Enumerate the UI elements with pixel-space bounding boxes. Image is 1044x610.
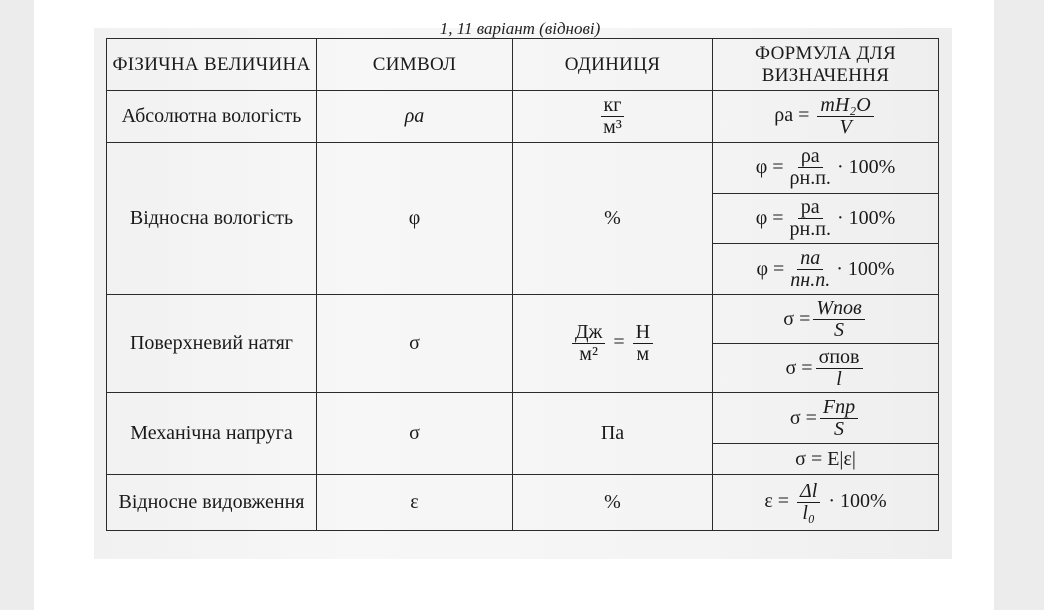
formula-lhs: φ = <box>755 207 784 229</box>
unit-numerator: кг <box>601 95 625 117</box>
unit-denominator: м³ <box>603 116 622 138</box>
header-unit: ОДИНИЦЯ <box>513 39 713 91</box>
quantity-name: Поверхневий натяг <box>107 295 317 393</box>
formula-tail: · 100% <box>828 490 887 513</box>
formula-fraction <box>813 298 864 341</box>
formula-lhs: φ = <box>756 257 785 280</box>
formula-cell <box>713 475 939 531</box>
formula-fraction <box>797 481 820 524</box>
formula-fraction <box>816 347 863 390</box>
formula-1 <box>713 295 938 343</box>
formula-numerator: Fпр <box>820 397 858 419</box>
formula-cell <box>713 295 939 393</box>
formula-lhs: σ = <box>789 406 817 429</box>
unit-cell <box>513 91 713 143</box>
formula-2 <box>713 193 938 244</box>
formula-denominator: pн.п. <box>789 218 831 240</box>
formula-numerator: σпов <box>816 347 863 369</box>
unit-cell: % <box>513 475 713 531</box>
formula-fraction <box>787 146 834 189</box>
unit-numerator: Дж <box>572 322 605 344</box>
header-row <box>107 39 939 91</box>
formula-cell <box>713 143 939 295</box>
table-row-mech-stress <box>107 393 939 475</box>
formula-fraction <box>787 197 834 240</box>
header-formula: ФОРМУЛА ДЛЯ ВИЗНАЧЕННЯ <box>713 39 939 91</box>
formula-denominator: l <box>836 367 842 390</box>
formula-3 <box>713 243 938 294</box>
formula-lhs: σ = <box>785 356 813 379</box>
formula-numerator: pa <box>798 197 823 219</box>
quantity-name: Механічна напруга <box>107 393 317 475</box>
formula-denominator: nн.п. <box>790 268 831 291</box>
table-row-rel-humidity <box>107 143 939 295</box>
unit-fraction <box>600 95 625 138</box>
formula-denominator: S <box>834 318 845 341</box>
quantity-name: Абсолютна вологість <box>107 91 317 143</box>
symbol-cell: ρa <box>317 91 513 143</box>
formula-1 <box>713 393 938 443</box>
table-row-surface-tension <box>107 295 939 393</box>
symbol-cell: ε <box>317 475 513 531</box>
formula-fraction <box>787 248 833 291</box>
header-quantity: ФІЗИЧНА ВЕЛИЧИНА <box>107 39 317 91</box>
unit-equals: = <box>613 331 625 354</box>
quantity-name: Відносне видовження <box>107 475 317 531</box>
formula-lhs: ε = <box>764 490 790 513</box>
header-symbol: СИМВОЛ <box>317 39 513 91</box>
formula-denominator: S <box>834 417 845 440</box>
formula-lhs: φ = <box>755 156 784 179</box>
formula-tail: · 100% <box>836 257 895 280</box>
table-caption: 1, 11 варіант (віднові) <box>439 20 601 38</box>
formula-numerator: mH₂O <box>817 95 873 117</box>
unit-numerator: Н <box>633 322 653 344</box>
unit-denominator: м <box>636 343 650 365</box>
table-row-abs-humidity <box>107 91 939 143</box>
unit-fraction <box>572 322 605 365</box>
formula-numerator: Δl <box>797 481 820 503</box>
formula-lhs: σ = <box>783 307 811 330</box>
unit-fraction <box>633 322 653 365</box>
unit-cell: % <box>513 143 713 295</box>
physics-quantities-table <box>106 38 939 531</box>
symbol-cell: φ <box>317 143 513 295</box>
formula-2 <box>713 343 938 392</box>
symbol-cell: σ <box>317 295 513 393</box>
unit-denominator: м² <box>579 343 598 365</box>
formula-tail: · 100% <box>836 207 896 229</box>
formula-fraction <box>817 95 873 138</box>
formula-numerator: ρa <box>798 146 823 168</box>
formula-denominator: ρн.п. <box>789 167 831 190</box>
quantity-name: Відносна вологість <box>107 143 317 295</box>
unit-cell <box>513 295 713 393</box>
formula-lhs: ρa = <box>774 104 810 127</box>
formula-tail: · 100% <box>836 156 896 179</box>
formula-denominator: l₀ <box>802 502 815 524</box>
formula-denominator: V <box>839 116 852 138</box>
formula-cell <box>713 91 939 143</box>
unit-cell: Па <box>513 393 713 475</box>
formula-1 <box>713 143 938 193</box>
table-row-rel-elongation <box>107 475 939 531</box>
formula-2: σ = E|ε| <box>713 443 938 474</box>
formula-cell <box>713 393 939 475</box>
formula-numerator: Wпов <box>813 298 864 320</box>
formula-numerator: na <box>797 248 823 270</box>
symbol-cell: σ <box>317 393 513 475</box>
formula-fraction <box>820 397 858 440</box>
